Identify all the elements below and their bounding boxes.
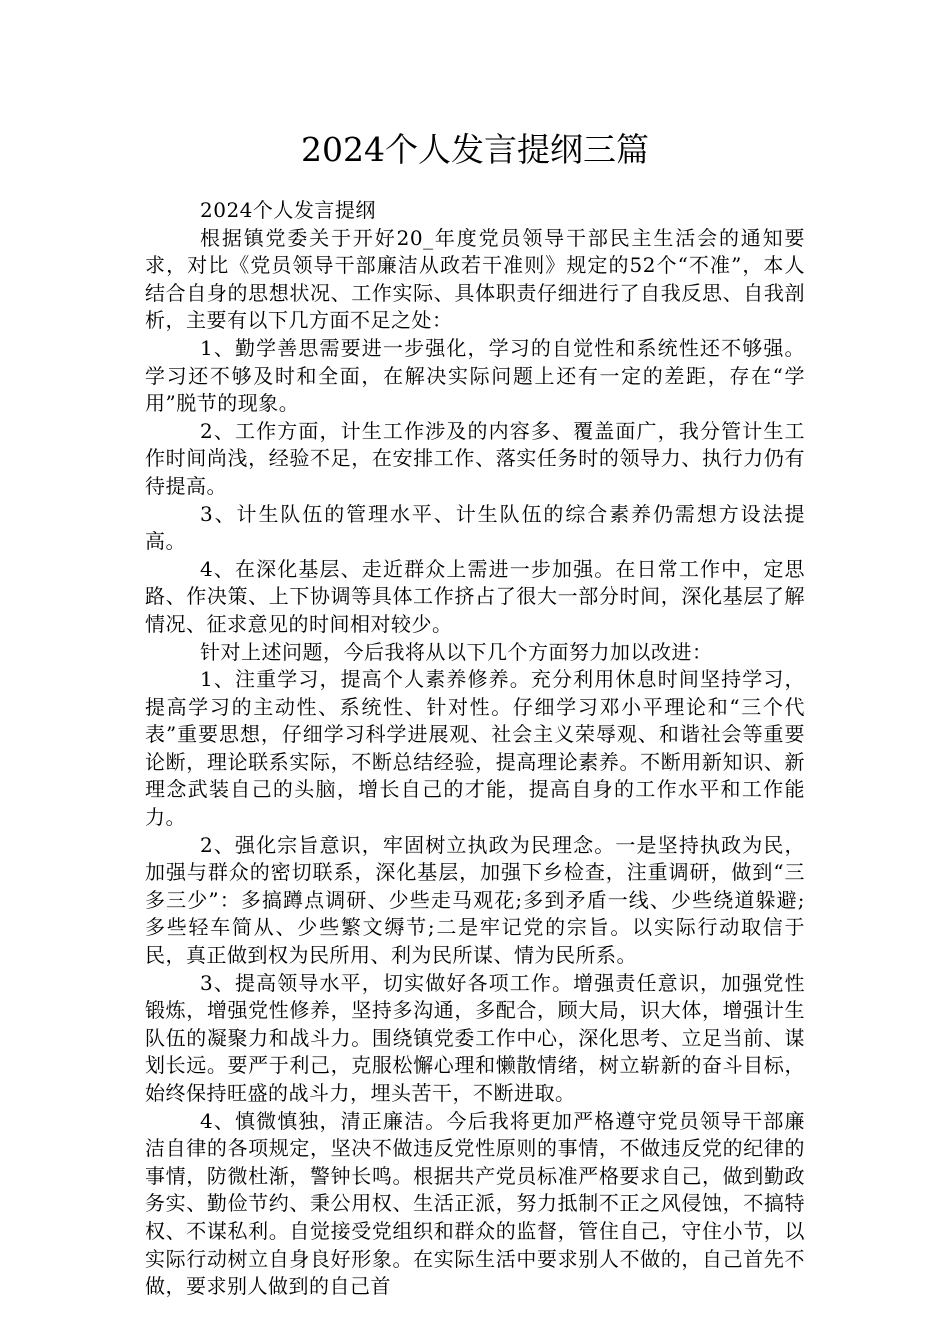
body-paragraph: 4、慎微慎独，清正廉洁。今后我将更加严格遵守党员领导干部廉洁自律的各项规定，坚决不做违反党性原则的事情，不做违反党的纪律的事情，防微杜渐，警钟长鸣。根据共产党员标准严格要求自己，做到勤政务实、勤俭节约、秉公用权、生活正派，努力抵制不正之风侵蚀，不搞特权、不谋私利。自觉接受党组织和群众的监督，管住自己，守住小节，以实际行动树立自身良好形象。在实际生活中要求别人不做的，自己首先不做，要求别人做到的自己首 — [145, 1108, 805, 1299]
document-body — [145, 197, 805, 1301]
body-paragraph: 2、强化宗旨意识，牢固树立执政为民理念。一是坚持执政为民，加强与群众的密切联系，深化基层，加强下乡检查，注重调研，做到“三多三少”：多搞蹲点调研、少些走马观花;多到矛盾一线、少些绕道躲避;多些轻车简从、少些繁文缛节;二是牢记党的宗旨。以实际行动取信于民，真正做到权为民所用、利为民所谋、情为民所系。 — [145, 832, 805, 968]
body-paragraph: 4、在深化基层、走近群众上需进一步加强。在日常工作中，定思路、作决策、上下协调等具体工作挤占了很大一部分时间，深化基层了解情况、征求意见的时间相对较少。 — [145, 556, 805, 636]
body-paragraph: 3、提高领导水平，切实做好各项工作。增强责任意识，加强党性锻炼，增强党性修养，坚持多沟通，多配合，顾大局，识大体，增强计生队伍的凝聚力和战斗力。围绕镇党委工作中心，深化思考、立足当前、谋划长远。要严于利己，克服松懈心理和懒散情绪，树立崭新的奋斗目标，始终保持旺盛的战斗力，埋头苦干，不断进取。 — [145, 970, 805, 1105]
body-paragraph: 针对上述问题，今后我将从以下几个方面努力加以改进： — [200, 639, 713, 664]
body-paragraph: 2、工作方面，计生工作涉及的内容多、覆盖面广，我分管计生工作时间尚浅，经验不足，在安排工作、落实任务时的领导力、执行力仍有待提高。 — [145, 418, 805, 498]
document-title: 2024个人发言提纲三篇 — [301, 130, 649, 169]
body-paragraph: 1、勤学善思需要进一步强化，学习的自觉性和系统性还不够强。学习还不够及时和全面，在解决实际问题上还有一定的差距，存在“学用”脱节的现象。 — [145, 335, 805, 416]
body-paragraph: 1、注重学习，提高个人素养修养。充分利用休息时间坚持学习，提高学习的主动性、系统性、针对性。仔细学习邓小平理论和“三个代表”重要思想，仔细学习科学进展观、社会主义荣辱观、和谐社会等重要论断，理论联系实际，不断总结经验，提高理论素养。不断用新知识、新理念武装自己的头脑，增长自己的才能，提高自身的工作水平和工作能力。 — [145, 667, 805, 830]
body-paragraph: 3、计生队伍的管理水平、计生队伍的综合素养仍需想方设法提高。 — [145, 501, 805, 554]
body-paragraph: 根据镇党委关于开好20_年度党员领导干部民主生活会的通知要求，对比《党员领导干部廉洁从政若干准则》规定的52个“不准”，本人结合自身的思想状况、工作实际、具体职责仔细进行了自我反思、自我剖析，主要有以下几方面不足之处： — [145, 225, 805, 333]
subtitle-paragraph: 2024个人发言提纲 — [200, 198, 376, 222]
